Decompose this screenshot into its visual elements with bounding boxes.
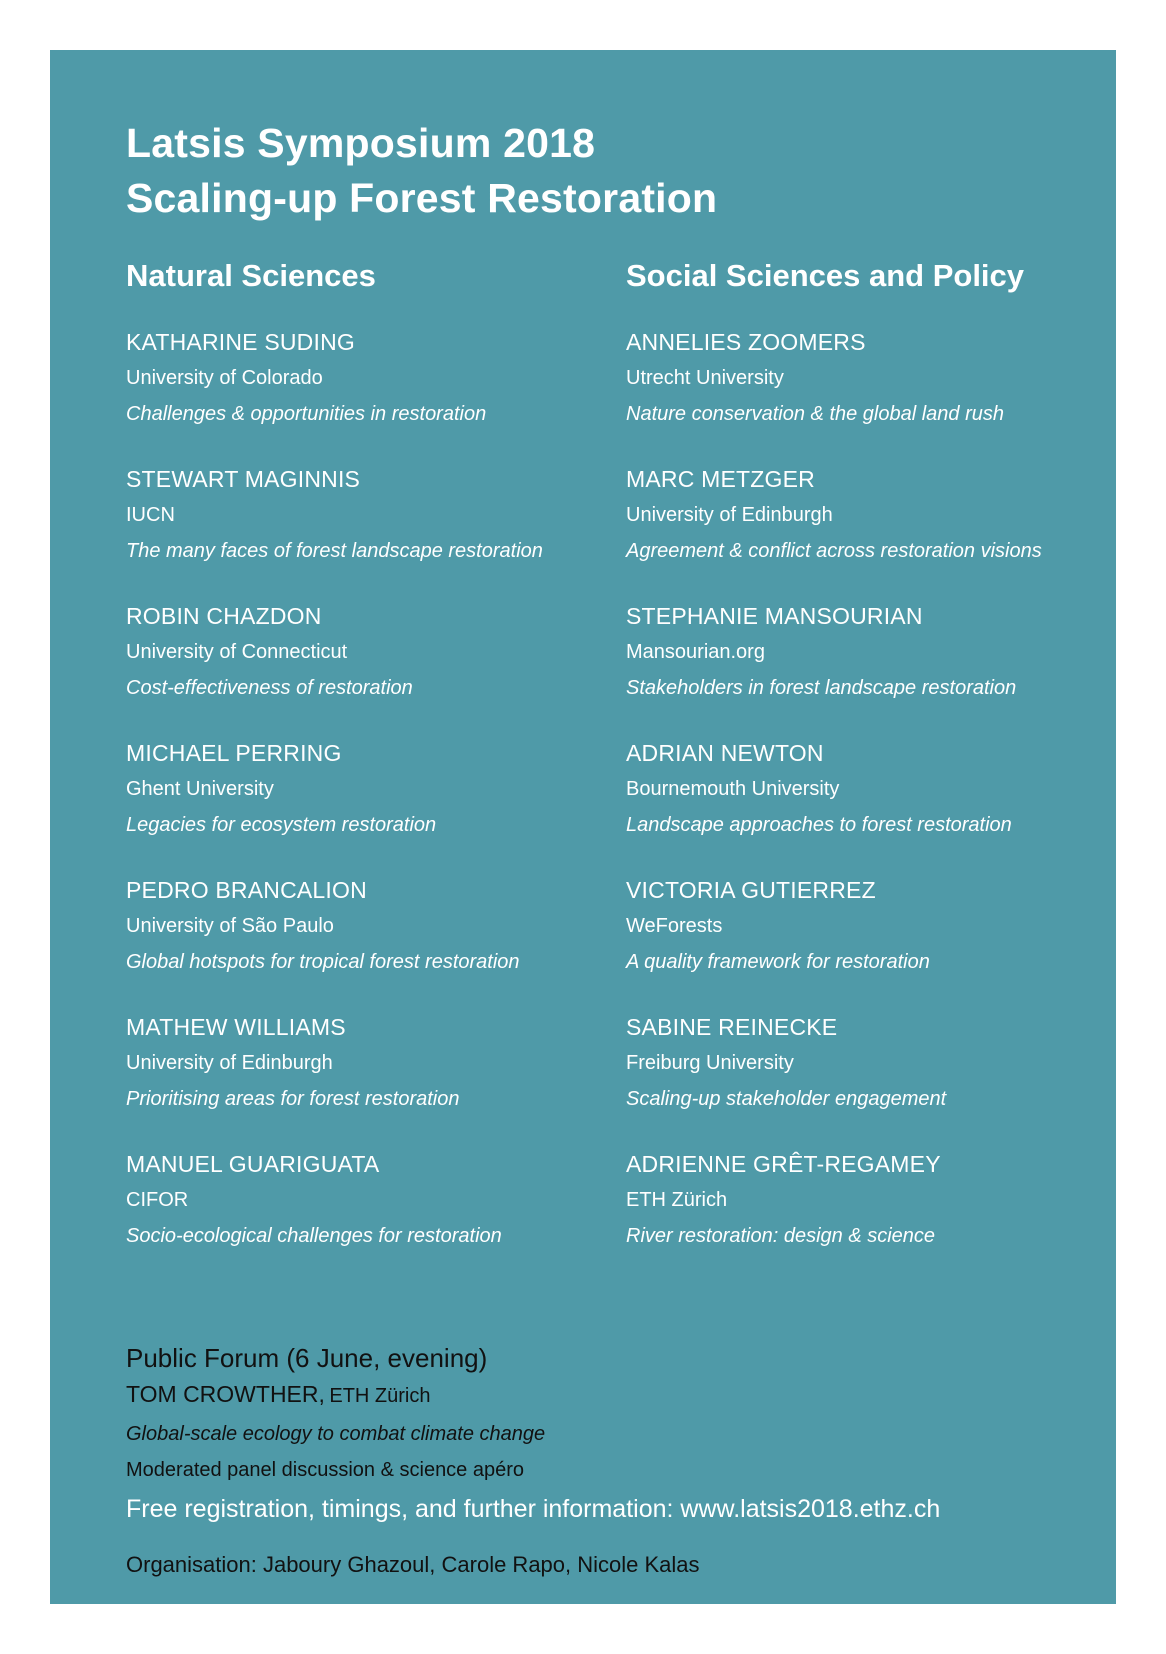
speaker-entry [626, 461, 1042, 569]
speaker-entry [626, 1146, 941, 1254]
speaker-name: PEDRO BRANCALION [126, 877, 367, 903]
public-forum-title: Public Forum (6 June, evening) [126, 1343, 488, 1373]
public-forum-speaker [126, 1376, 545, 1416]
speaker-name: MANUEL GUARIGUATA [126, 1151, 380, 1177]
speaker-talk: Prioritising areas for forest restoration [126, 1088, 460, 1110]
speaker-talk: Stakeholders in forest landscape restoration [626, 677, 1017, 699]
speaker-name: ADRIENNE GRÊT-REGAMEY [626, 1151, 941, 1177]
speaker-name: STEWART MAGINNIS [126, 466, 361, 492]
speaker-talk: Agreement & conflict across restoration visions [626, 540, 1042, 562]
speaker-name: KATHARINE SUDING [126, 329, 355, 355]
speaker-institution: University of Connecticut [126, 641, 348, 663]
public-forum-speaker-name: TOM CROWTHER, [126, 1381, 325, 1407]
speaker-institution: Utrecht University [626, 367, 784, 389]
speaker-entry [126, 735, 436, 843]
organisation-credits: Organisation: Jaboury Ghazoul, Carole Rapo, Nicole Kalas [126, 1552, 700, 1577]
speaker-name: ROBIN CHAZDON [126, 603, 322, 629]
speaker-entry [126, 1009, 459, 1117]
speaker-talk: Nature conservation & the global land rush [626, 403, 1005, 425]
speaker-talk: River restoration: design & science [626, 1225, 936, 1247]
speaker-name: SABINE REINECKE [626, 1014, 838, 1040]
speaker-entry [626, 872, 930, 980]
speaker-institution: IUCN [126, 504, 175, 526]
speaker-talk: Global hotspots for tropical forest restoration [126, 951, 520, 973]
speaker-name: MARC METZGER [626, 466, 815, 492]
registration-info: Free registration, timings, and further information: www.latsis2018.ethz.ch [126, 1495, 941, 1523]
social-sciences-column [626, 256, 1106, 1247]
speaker-name: ADRIAN NEWTON [626, 740, 824, 766]
speaker-entry [126, 1146, 502, 1254]
speaker-entry [626, 598, 1016, 706]
speaker-institution: CIFOR [126, 1189, 189, 1211]
speaker-talk: Challenges & opportunities in restoration [126, 403, 487, 425]
poster-panel [50, 50, 1116, 1604]
speaker-entry [126, 324, 486, 432]
public-forum-section [126, 1340, 545, 1488]
speaker-talk: Scaling-up stakeholder engagement [626, 1088, 947, 1110]
speaker-entry [626, 1009, 946, 1117]
social-sciences-heading: Social Sciences and Policy [626, 258, 1025, 293]
speaker-talk: Legacies for ecosystem restoration [126, 814, 437, 836]
speaker-institution: University of Colorado [126, 367, 323, 389]
speaker-institution: Mansourian.org [626, 641, 765, 663]
speaker-name: ANNELIES ZOOMERS [626, 329, 866, 355]
speaker-institution: Ghent University [126, 778, 274, 800]
public-forum-talk: Global-scale ecology to combat climate change [126, 1423, 546, 1445]
speaker-entry [126, 598, 413, 706]
public-forum-speaker-institution: ETH Zürich [329, 1385, 431, 1407]
speaker-talk: The many faces of forest landscape restoration [126, 540, 543, 562]
speaker-entry [626, 324, 1004, 432]
speaker-institution: University of São Paulo [126, 915, 334, 937]
speaker-institution: ETH Zürich [626, 1189, 728, 1211]
speaker-institution: Bournemouth University [626, 778, 840, 800]
poster-title [126, 116, 717, 226]
title-line-2: Scaling-up Forest Restoration [126, 175, 718, 221]
speaker-talk: Cost-effectiveness of restoration [126, 677, 413, 699]
speaker-name: MATHEW WILLIAMS [126, 1014, 346, 1040]
natural-sciences-heading: Natural Sciences [126, 258, 376, 293]
speaker-name: MICHAEL PERRING [126, 740, 342, 766]
speaker-talk: A quality framework for restoration [626, 951, 930, 973]
speaker-institution: University of Edinburgh [126, 1052, 333, 1074]
speaker-name: STEPHANIE MANSOURIAN [626, 603, 923, 629]
speaker-entry [626, 735, 1012, 843]
natural-sciences-column [126, 256, 606, 1247]
speaker-talk: Landscape approaches to forest restoration [626, 814, 1012, 836]
speaker-institution: Freiburg University [626, 1052, 794, 1074]
public-forum-panel-note: Moderated panel discussion & science apéro [126, 1459, 525, 1481]
speaker-institution: University of Edinburgh [626, 504, 833, 526]
speaker-entry [126, 872, 520, 980]
speaker-institution: WeForests [626, 915, 723, 937]
speaker-talk: Socio-ecological challenges for restoration [126, 1225, 502, 1247]
speaker-entry [126, 461, 543, 569]
speaker-name: VICTORIA GUTIERREZ [626, 877, 876, 903]
title-line-1: Latsis Symposium 2018 [126, 120, 596, 166]
